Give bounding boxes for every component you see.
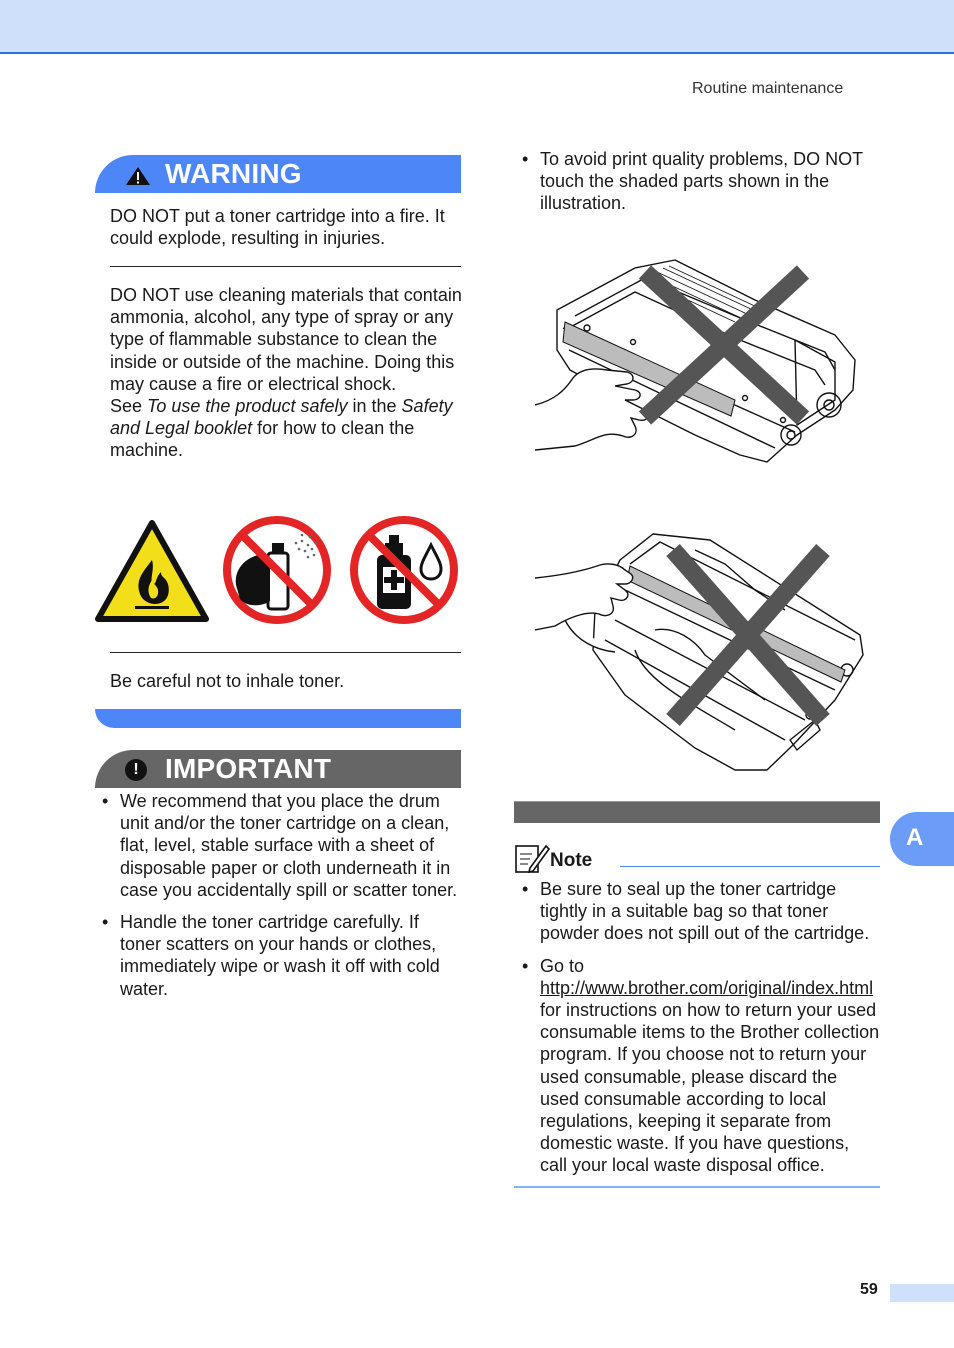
warning-triangle-icon (125, 166, 151, 186)
divider (110, 266, 461, 267)
running-header: Routine maintenance (692, 80, 844, 97)
note-title: Note (550, 850, 593, 871)
no-chemical-icon (349, 515, 459, 625)
important-header (95, 750, 461, 788)
exclamation-icon: ! (125, 759, 147, 781)
warning-paragraph-fire: DO NOT put a toner cartridge into a fire. It could explode, resulting in injuries. (110, 206, 445, 249)
see-text: See (110, 396, 148, 417)
appendix-tab (890, 812, 954, 866)
warning-footer-bar (95, 709, 461, 728)
list-item: • To avoid print quality problems, DO NOT touch the shaded parts shown in the illustration. (514, 148, 880, 215)
note-pencil-icon (514, 842, 550, 874)
note-rule (620, 866, 880, 867)
end-text: for how to clean the machine. (110, 418, 415, 461)
note-bottom-rule (514, 1186, 880, 1188)
brother-recycle-link[interactable]: http://www.brother.com/original/index.html (540, 977, 874, 998)
toner-cartridge-illustration (535, 250, 865, 470)
go-to-text: Go to (540, 955, 585, 976)
important-footer-bar (514, 801, 880, 823)
drum-unit-illustration (535, 530, 865, 775)
warning-header (95, 155, 461, 193)
warning-paragraph-inhale: Be careful not to inhale toner. (110, 671, 345, 691)
warning-title: WARNING (165, 158, 302, 189)
warning-paragraph-cleaning (110, 284, 462, 462)
page-number: 59 (860, 1281, 878, 1298)
flammable-hazard-icon (95, 520, 209, 622)
list-item: • Handle the toner cartridge carefully. If toner scatters on your hands or clothes, immediately wipe or wash it off with cold water. (94, 911, 464, 1000)
divider (110, 652, 461, 653)
safety-reference: To use the product safely (147, 396, 348, 417)
important-bullets-right (514, 148, 880, 225)
appendix-tab-letter: A (906, 824, 924, 851)
top-banner (0, 0, 954, 54)
note-bullets (514, 878, 880, 1187)
list-item (514, 955, 880, 1177)
important-title: IMPORTANT (165, 753, 332, 784)
list-item: • Be sure to seal up the toner cartridge tightly in a suitable bag so that toner powder does not spill out of the cartridge. (514, 878, 880, 945)
cleaning-text: DO NOT use cleaning materials that contain ammonia, alcohol, any type of spray or any type of flammable substance to clean the inside or outside of the machine. Doing this may cause a fire or electrical shock. (110, 285, 462, 394)
return-instructions-text: for instructions on how to return your used consumable items to the Brother collection program. If you choose not to return your used consumable, please discard the used consumable according to local regulations, keeping it separate from domestic waste. If you have questions, call your local waste disposal office. (540, 1000, 880, 1176)
important-bullets (94, 790, 464, 1010)
no-spray-icon (222, 515, 332, 625)
page-number-bar (890, 1284, 954, 1302)
list-item: • We recommend that you place the drum unit and/or the toner cartridge on a clean, flat, level, stable surface with a sheet of disposable paper or cloth underneath it in case you accidentally spill or scatter toner. (94, 790, 464, 901)
in-text: in the (347, 396, 402, 417)
booklet-reference: Safety and Legal booklet (110, 396, 453, 439)
